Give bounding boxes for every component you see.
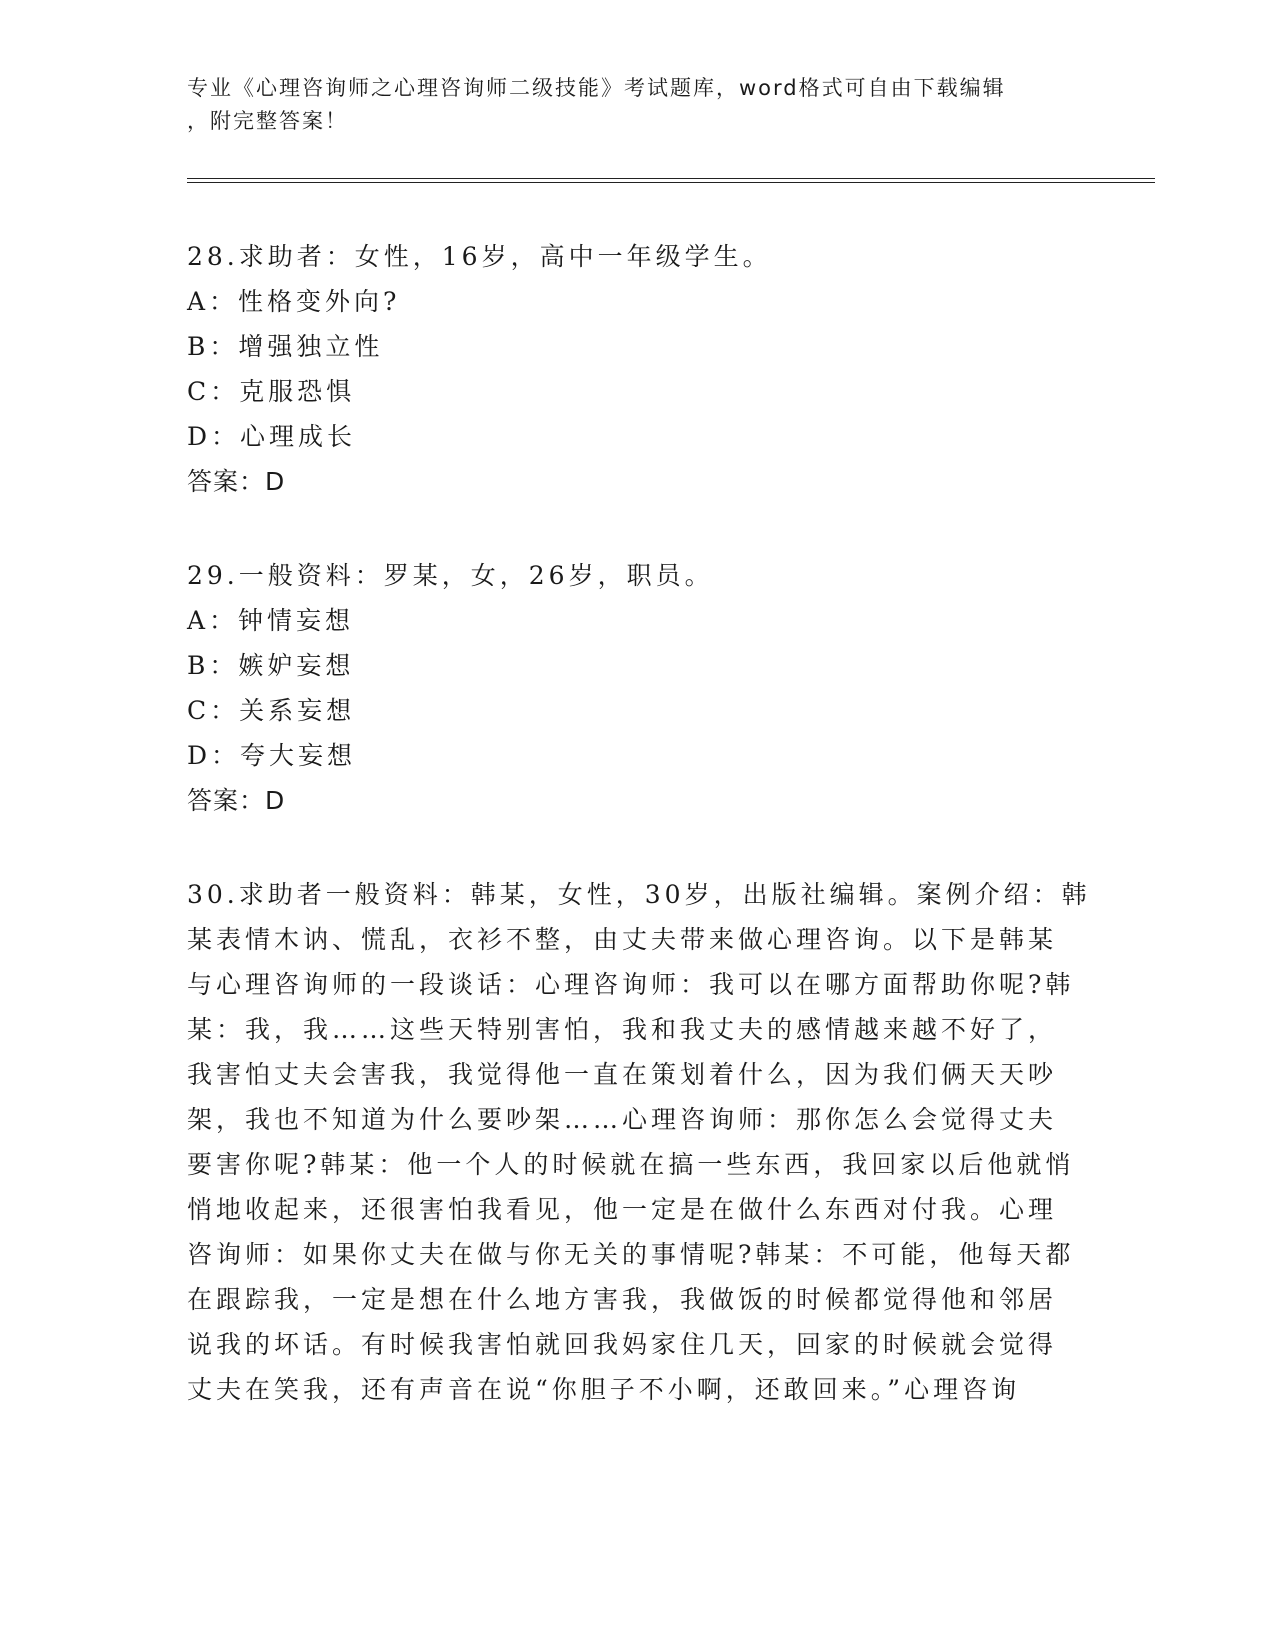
header-line-1: 专业《心理咨询师之心理咨询师二级技能》考试题库，word格式可自由下载编辑 xyxy=(187,76,1006,100)
option-b: B：嫉妒妄想 xyxy=(187,651,355,680)
paragraph-line: 悄地收起来，还很害怕我看见，他一定是在做什么东西对付我。心理 xyxy=(187,1195,1058,1224)
header-divider-top xyxy=(187,178,1155,179)
option-c: C：克服恐惧 xyxy=(187,377,356,406)
paragraph-line: 架，我也不知道为什么要吵架……心理咨询师：那你怎么会觉得丈夫 xyxy=(187,1105,1058,1134)
question-stem: 28.求助者：女性，16岁，高中一年级学生。 xyxy=(187,242,772,271)
question-stem: 29.一般资料：罗某，女，26岁，职员。 xyxy=(187,561,714,590)
paragraph-line: 与心理咨询师的一段谈话：心理咨询师：我可以在哪方面帮助你呢?韩 xyxy=(187,970,1075,999)
paragraph-line: 咨询师：如果你丈夫在做与你无关的事情呢?韩某：不可能，他每天都 xyxy=(187,1240,1075,1269)
option-a: A：性格变外向? xyxy=(187,287,401,316)
answer-line: 答案：D xyxy=(187,786,286,815)
paragraph-line: 丈夫在笑我，还有声音在说“你胆子不小啊，还敢回来。”心理咨询 xyxy=(187,1375,1021,1404)
option-b: B：增强独立性 xyxy=(187,332,384,361)
paragraph-line: 某表情木讷、慌乱，衣衫不整，由丈夫带来做心理咨询。以下是韩某 xyxy=(187,925,1058,954)
question-28 xyxy=(187,234,1077,504)
option-d: D：心理成长 xyxy=(187,422,357,451)
header-line-2: ，附完整答案！ xyxy=(187,109,348,133)
paragraph-line: 要害你呢?韩某：他一个人的时候就在搞一些东西，我回家以后他就悄 xyxy=(187,1150,1075,1179)
paragraph-line: 30.求助者一般资料：韩某，女性，30岁，出版社编辑。案例介绍：韩 xyxy=(187,880,1091,909)
case-paragraph xyxy=(187,872,1091,1412)
question-29 xyxy=(187,553,1077,823)
paragraph-line: 在跟踪我，一定是想在什么地方害我，我做饭的时候都觉得他和邻居 xyxy=(187,1285,1058,1314)
answer-line: 答案：D xyxy=(187,467,286,496)
header-divider-bottom xyxy=(187,182,1155,183)
paragraph-line: 我害怕丈夫会害我，我觉得他一直在策划着什么，因为我们俩天天吵 xyxy=(187,1060,1058,1089)
paragraph-line: 说我的坏话。有时候我害怕就回我妈家住几天，回家的时候就会觉得 xyxy=(187,1330,1058,1359)
document-header xyxy=(187,72,1077,138)
paragraph-line: 某：我，我……这些天特别害怕，我和我丈夫的感情越来越不好了， xyxy=(187,1015,1058,1044)
option-a: A：钟情妄想 xyxy=(187,606,355,635)
question-30 xyxy=(187,872,1091,1412)
option-c: C：关系妄想 xyxy=(187,696,356,725)
option-d: D：夸大妄想 xyxy=(187,741,357,770)
